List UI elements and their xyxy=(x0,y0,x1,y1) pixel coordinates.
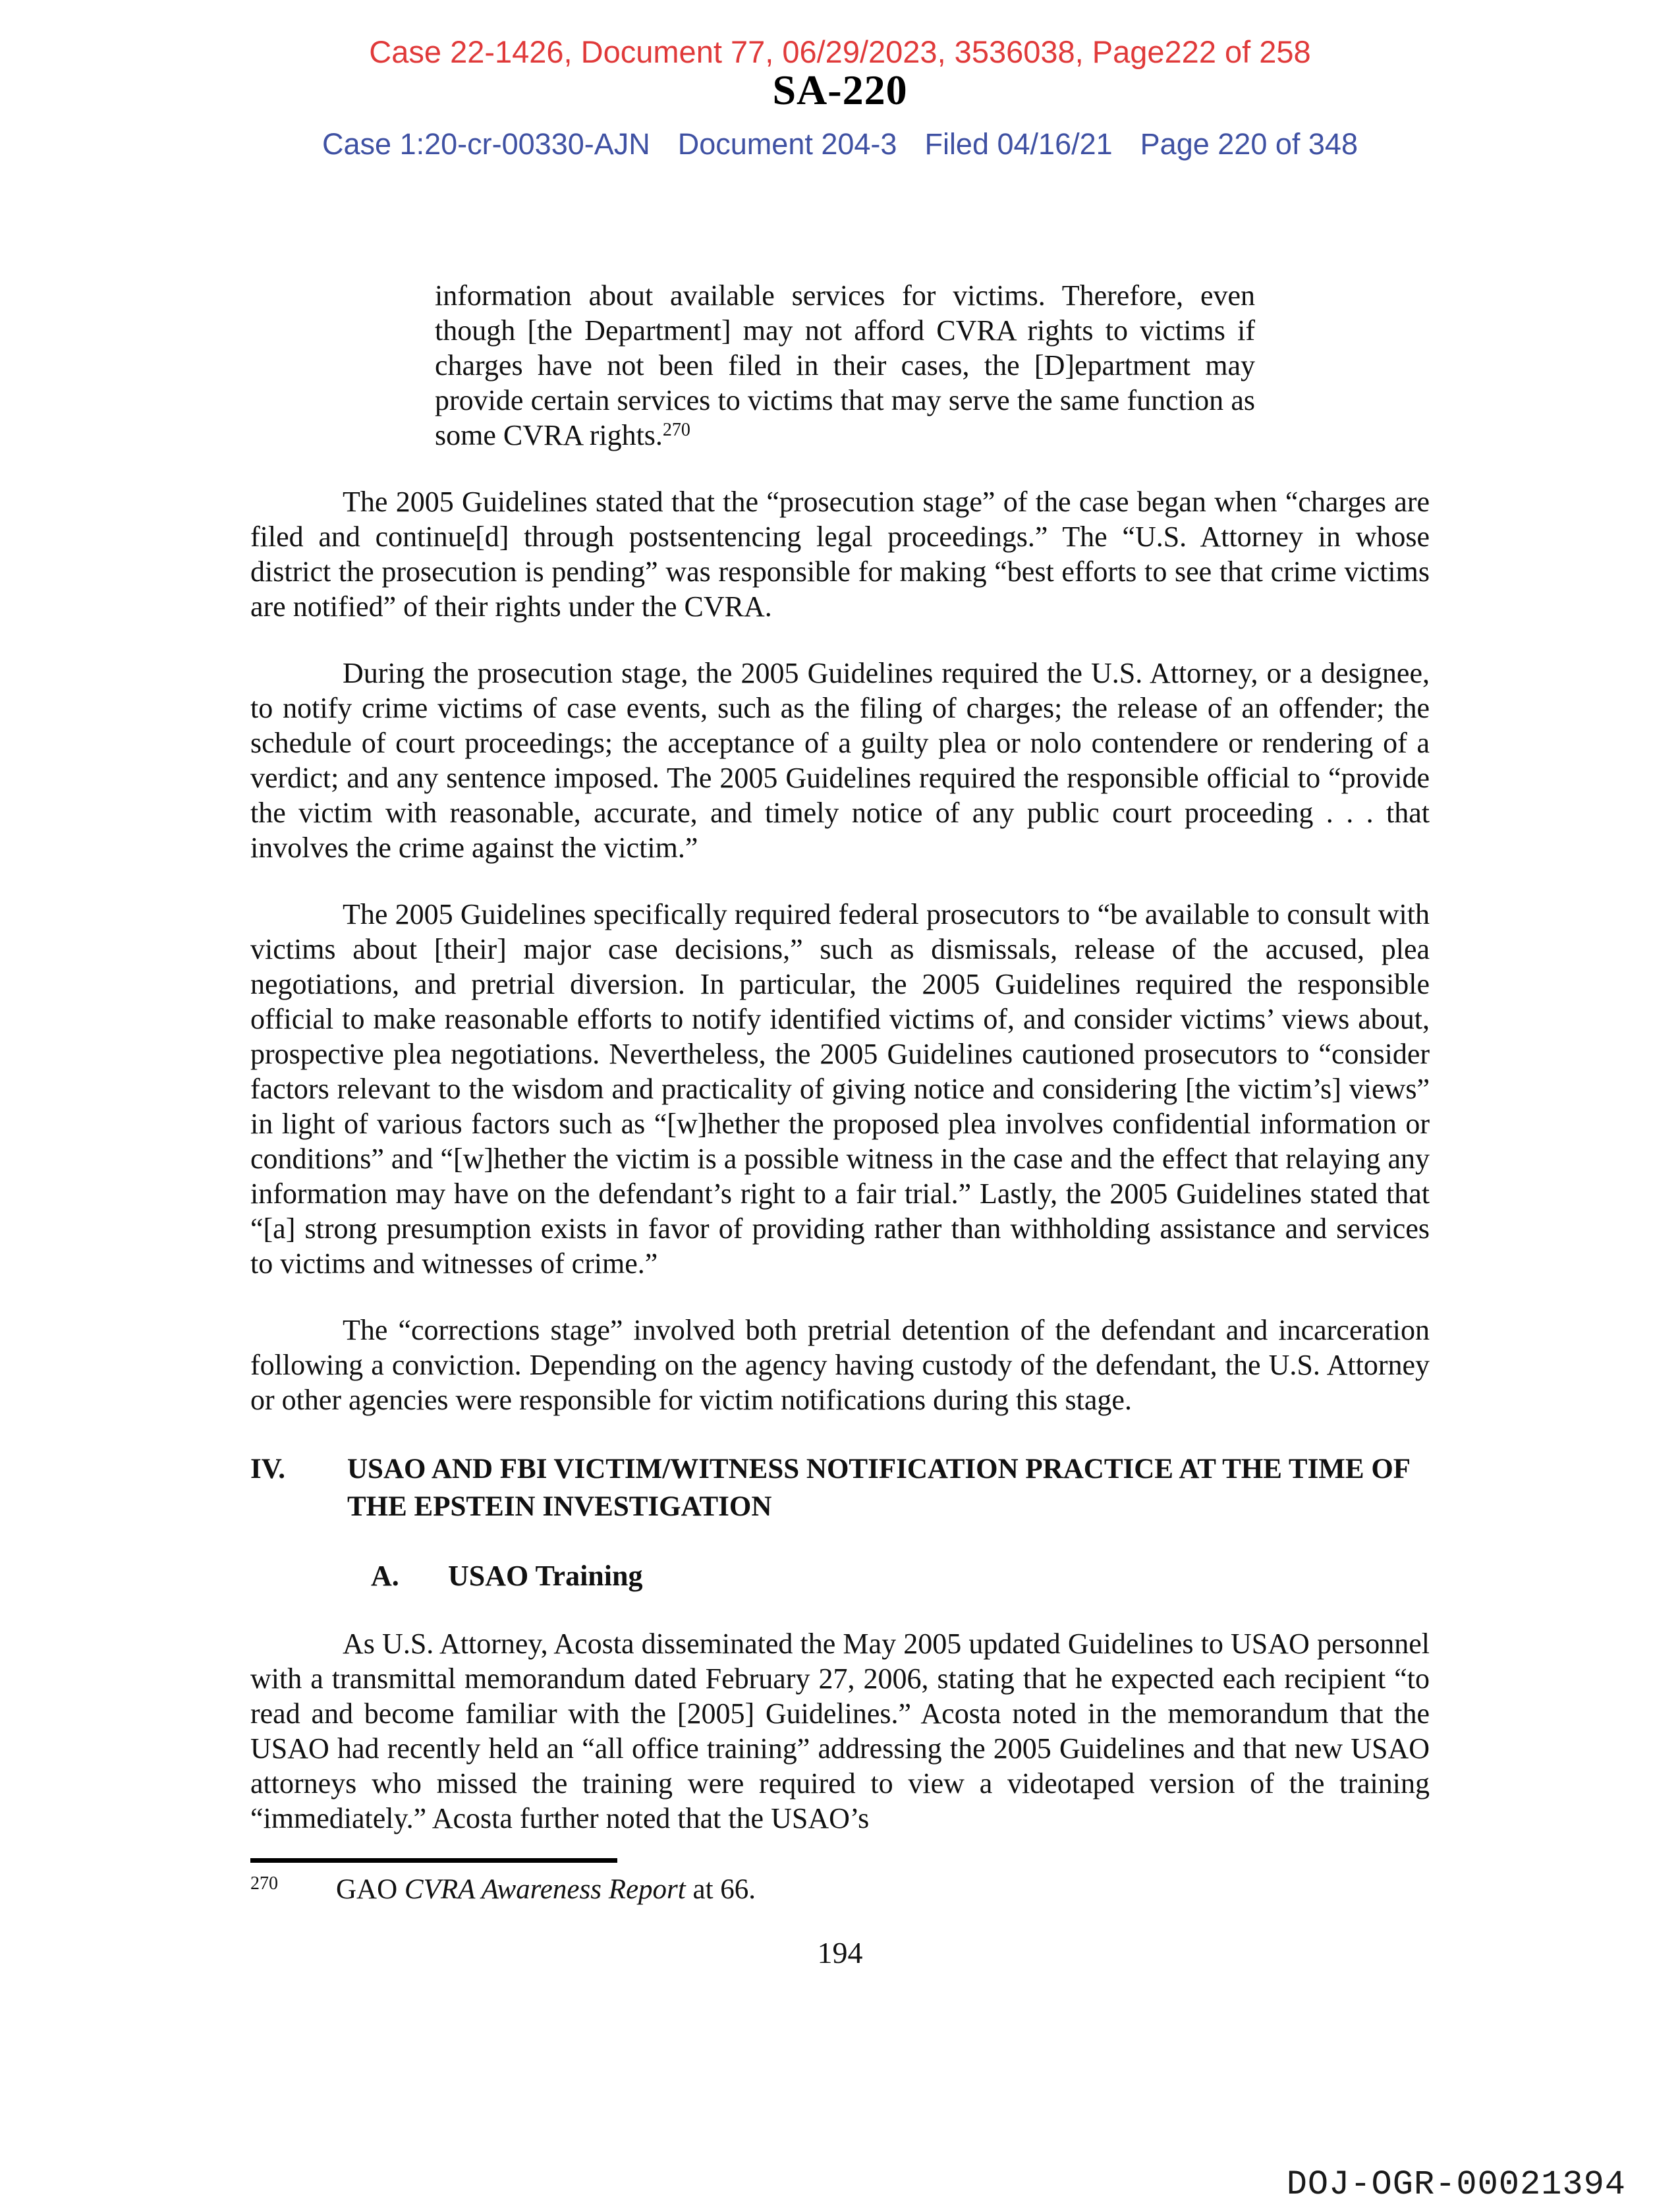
paragraph: The “corrections stage” involved both pretrial detention of the defendant and incarceration following a conviction. Depending on the agency having custody of the defendant, the U.S. Attorney or other agencies were responsible for victim notifications during this stage. xyxy=(250,1314,1430,1416)
bates-number: DOJ-OGR-00021394 xyxy=(1286,2165,1626,2204)
district-case-number: Case 1:20-cr-00330-AJN xyxy=(322,127,650,161)
section-heading xyxy=(250,1450,1430,1525)
paragraph: The 2005 Guidelines stated that the “prosecution stage” of the case began when “charges are filed and continue[d] through postsentencing legal proceedings.” The “U.S. Attorney in whose district the prosecution is pending” was responsible for making “best efforts to see that crime victims are notified” of their rights under the CVRA. xyxy=(250,486,1430,623)
district-case-header xyxy=(0,128,1680,161)
footnote-text-suffix: at 66. xyxy=(685,1874,756,1905)
paragraph: As U.S. Attorney, Acosta disseminated the May 2005 updated Guidelines to USAO personnel with a transmittal memorandum dated February 27, 2006, stating that he expected each recipient “to read and become familiar with the [2005] Guidelines.” Acosta noted in the memorandum that the USAO had recently held an “all office training” addressing the 2005 Guidelines and that new USAO attorneys who missed the training were required to view a videotaped version of the training “immediately.” Acosta further noted that the USAO’s xyxy=(250,1628,1430,1834)
footnote-reference: 270 xyxy=(662,420,690,440)
appeal-case-header: Case 22-1426, Document 77, 06/29/2023, 3536038, Page222 of 258 xyxy=(369,34,1311,69)
district-filed-date: Filed 04/16/21 xyxy=(924,127,1113,161)
footnote xyxy=(250,1872,1430,1907)
footnote-divider xyxy=(250,1858,617,1863)
block-quote xyxy=(435,278,1255,453)
district-page-number: Page 220 of 348 xyxy=(1140,127,1358,161)
block-quote-text: information about available services for victims. Therefore, even though [the Department] may not afford CVRA rights to victims if charges have not been filed in their cases, the [D]epartment may provide certain services to victims that may serve the same function as some CVRA rights. xyxy=(435,279,1255,451)
subsection-title: USAO Training xyxy=(448,1560,643,1592)
footnote-citation-title: CVRA Awareness Report xyxy=(404,1874,686,1905)
subsection-heading xyxy=(371,1557,1430,1595)
section-title: USAO AND FBI VICTIM/WITNESS NOTIFICATION PRACTICE AT THE TIME OF THE EPSTEIN INVESTIGATION xyxy=(347,1454,1410,1522)
paragraph: During the prosecution stage, the 2005 Guidelines required the U.S. Attorney, or a designee, to notify crime victims of case events, such as the filing of charges; the release of an offender; the schedule of court proceedings; the acceptance of a guilty plea or nolo contendere or rendering of a verdict; and any sentence imposed. The 2005 Guidelines required the responsible official to “provide the victim with reasonable, accurate, and timely notice of any public court proceeding . . . that involves the crime against the victim.” xyxy=(250,657,1430,864)
footnote-marker: 270 xyxy=(250,1873,278,1894)
paragraph: The 2005 Guidelines specifically required federal prosecutors to “be available to consult with victims about [their] major case decisions,” such as dismissals, release of the accused, plea negotiations, and pretrial diversion. In particular, the 2005 Guidelines required the responsible official to make reasonable efforts to notify identified victims of, and consider victims’ views about, prospective plea negotiations. Nevertheless, the 2005 Guidelines cautioned prosecutors to “consider factors relevant to the wisdom and practicality of giving notice and considering [the victim’s] views” in light of various factors such as “[w]hether the proposed plea involves confidential information or conditions” and “[w]hether the victim is a possible witness in the case and the effect that relaying any information may have on the defendant’s right to a fair trial.” Lastly, the 2005 Guidelines stated that “[a] strong presumption exists in favor of providing rather than withholding assistance and services to victims and witnesses of crime.” xyxy=(250,898,1430,1280)
footnote-text-prefix: GAO xyxy=(336,1874,405,1905)
section-number: IV. xyxy=(250,1454,285,1485)
page-number: 194 xyxy=(817,1936,863,1970)
document-body xyxy=(250,278,1430,1970)
appendix-page-stamp: SA-220 xyxy=(772,67,908,113)
subsection-letter: A. xyxy=(371,1560,399,1592)
district-document-number: Document 204-3 xyxy=(677,127,897,161)
